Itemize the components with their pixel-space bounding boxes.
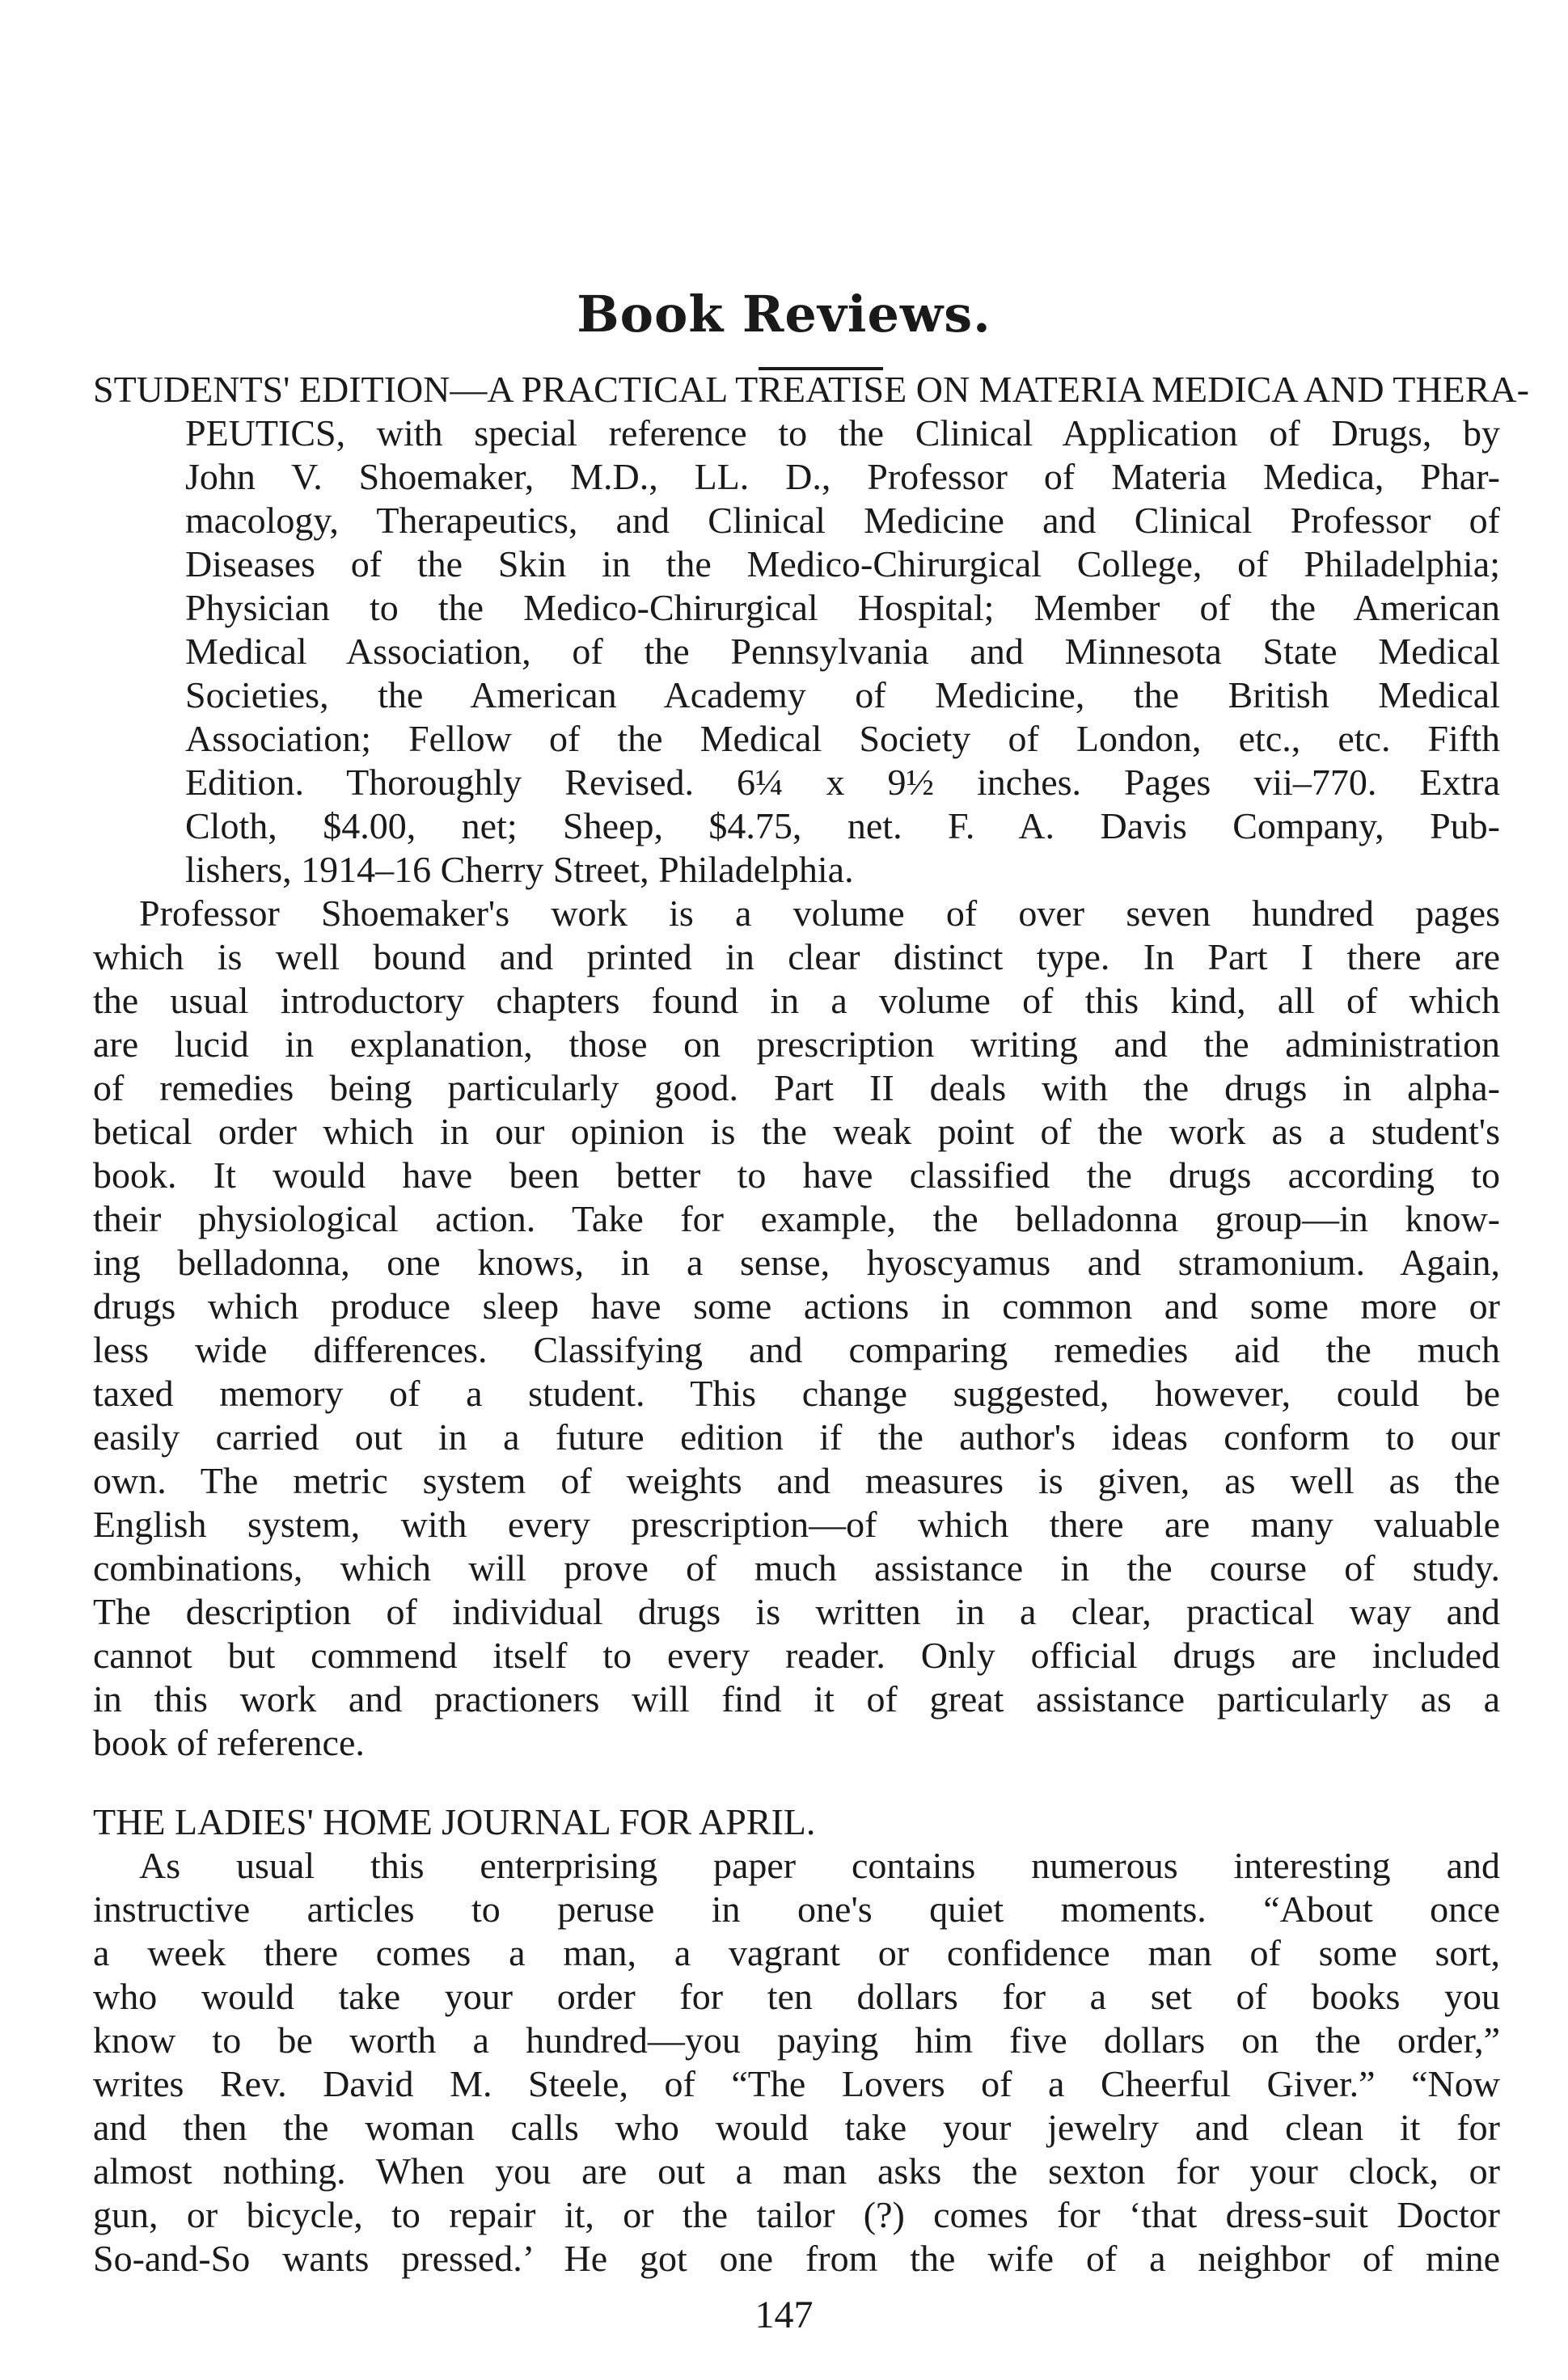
review-text-line: instructive articles to peruse in one's quiet moments. “About once: [93, 1888, 1500, 1930]
review-text-line: gun, or bicycle, to repair it, or the tailor (?) comes for ‘that dress-suit Doctor: [93, 2194, 1500, 2235]
review-text-line: taxed memory of a student. This change suggested, however, could be: [93, 1373, 1500, 1414]
review-text-line: As usual this enterprising paper contains numerous interesting and: [139, 1845, 1500, 1886]
citation-line: PEUTICS, with special reference to the Clinical Application of Drugs, by: [185, 412, 1500, 454]
citation-line: Association; Fellow of the Medical Society of London, etc., etc. Fifth: [185, 718, 1500, 759]
review-text-line: combinations, which will prove of much assistance in the course of study.: [93, 1547, 1500, 1589]
citation-line: John V. Shoemaker, M.D., LL. D., Professor of Materia Medica, Phar-: [185, 456, 1500, 497]
review-text-line: who would take your order for ten dollars for a set of books you: [93, 1976, 1500, 2017]
review-title: THE LADIES' HOME JOURNAL FOR APRIL.: [93, 1801, 816, 1842]
review-text-line: almost nothing. When you are out a man asks the sexton for your clock, or: [93, 2150, 1500, 2192]
review-text-line: easily carried out in a future edition if the author's ideas conform to our: [93, 1416, 1500, 1458]
review-text-line: less wide differences. Classifying and comparing remedies aid the much: [93, 1329, 1500, 1370]
review-text-line: in this work and practioners will find it of great assistance particularly as a: [93, 1678, 1500, 1720]
review-text-line: Professor Shoemaker's work is a volume of over seven hundred pages: [139, 892, 1500, 934]
review-text-line: own. The metric system of weights and measures is given, as well as the: [93, 1460, 1500, 1501]
review-text-line: book of reference.: [93, 1722, 365, 1763]
review-text-line: their physiological action. Take for example, the belladonna group—in know-: [93, 1198, 1500, 1239]
citation-line: STUDENTS' EDITION—A PRACTICAL TREATISE ON MATERIA MEDICA AND THERA-: [93, 369, 1529, 410]
page-number: 147: [754, 2293, 814, 2336]
review-text-line: The description of individual drugs is written in a clear, practical way and: [93, 1591, 1500, 1632]
citation-line: Cloth, $4.00, net; Sheep, $4.75, net. F. A. Davis Company, Pub-: [185, 805, 1500, 846]
review-text-line: book. It would have been better to have classified the drugs according to: [93, 1154, 1500, 1196]
review-text-line: a week there comes a man, a vagrant or confidence man of some sort,: [93, 1932, 1500, 1973]
section-heading: Book Reviews.: [577, 285, 991, 344]
citation-line: Societies, the American Academy of Medicine, the British Medical: [185, 674, 1500, 715]
review-text-line: writes Rev. David M. Steele, of “The Lovers of a Cheerful Giver.” “Now: [93, 2063, 1500, 2104]
review-text-line: which is well bound and printed in clear distinct type. In Part I there are: [93, 936, 1500, 977]
citation-line: macology, Therapeutics, and Clinical Medicine and Clinical Professor of: [185, 500, 1500, 541]
review-text-line: So-and-So wants pressed.’ He got one from the wife of a neighbor of mine: [93, 2238, 1500, 2279]
review-text-line: cannot but commend itself to every reader. Only official drugs are included: [93, 1635, 1500, 1676]
citation-line: Diseases of the Skin in the Medico-Chirurgical College, of Philadelphia;: [185, 543, 1500, 584]
review-text-line: know to be worth a hundred—you paying him five dollars on the order,”: [93, 2019, 1500, 2061]
review-text-line: and then the woman calls who would take your jewelry and clean it for: [93, 2107, 1500, 2148]
review-text-line: drugs which produce sleep have some actions in common and some more or: [93, 1285, 1500, 1327]
citation-line: Physician to the Medico-Chirurgical Hospital; Member of the American: [185, 587, 1500, 628]
citation-line: lishers, 1914–16 Cherry Street, Philadelphia.: [185, 849, 854, 890]
review-text-line: the usual introductory chapters found in a volume of this kind, all of which: [93, 980, 1500, 1021]
review-text-line: ing belladonna, one knows, in a sense, hyoscyamus and stramonium. Again,: [93, 1242, 1500, 1283]
review-text-line: betical order which in our opinion is the weak point of the work as a student's: [93, 1111, 1500, 1152]
citation-line: Medical Association, of the Pennsylvania and Minnesota State Medical: [185, 631, 1500, 672]
review-text-line: are lucid in explanation, those on prescription writing and the administration: [93, 1023, 1500, 1065]
review-text-line: English system, with every prescription—of which there are many valuable: [93, 1504, 1500, 1545]
citation-line: Edition. Thoroughly Revised. 6¼ x 9½ inches. Pages vii–770. Extra: [185, 762, 1500, 803]
review-text-line: of remedies being particularly good. Part II deals with the drugs in alpha-: [93, 1067, 1500, 1108]
